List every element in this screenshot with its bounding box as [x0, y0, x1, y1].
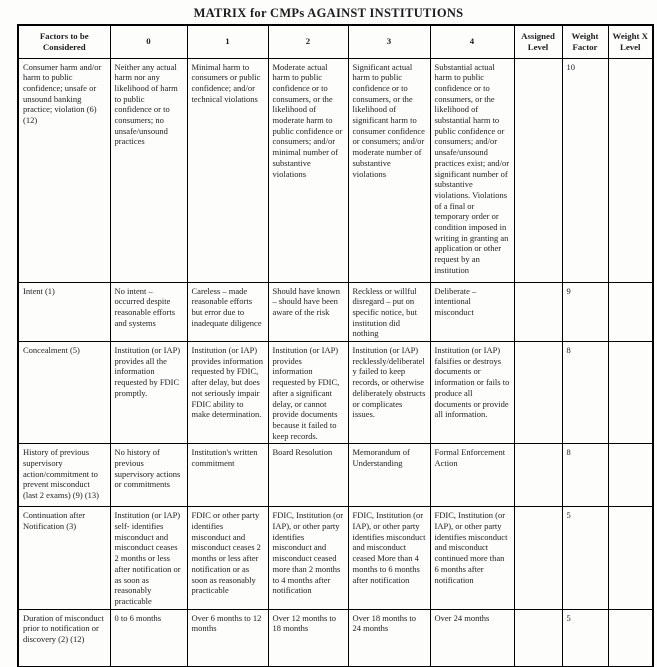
factor-cell: Duration of misconduct prior to notification or discovery (2) (12): [18, 609, 110, 667]
header-level-1: 1: [187, 25, 268, 58]
factor-cell: Continuation after Notification (3): [18, 507, 110, 609]
factor-cell: History of previous supervisory action/commitment to prevent misconduct (last 2 exams) (9) (13): [18, 444, 110, 507]
header-level-2: 2: [268, 25, 348, 58]
weight-factor-cell: 10: [562, 58, 608, 282]
level-1-cell: Over 6 months to 12 months: [187, 609, 268, 667]
level-4-cell: Formal Enforcement Action: [430, 444, 514, 507]
level-0-cell: Neither any actual harm nor any likelihood of harm to public confidence or to consumers; no unsafe/unsound practices: [110, 58, 187, 282]
level-2-cell: Board Resolution: [268, 444, 348, 507]
level-4-cell: Institution (or IAP) falsifies or destroys documents or information or fails to produce all documents or provide all information.: [430, 342, 514, 444]
level-4-cell: Substantial actual harm to public confidence or to consumers, or the likelihood of substantial harm to public confidence or consumers; and/or unsafe/unsound practices exist; and/or significant number of substantive violations. Violations of a final or temporary order or condition imposed in writing in granting an application or other request by an institution: [430, 58, 514, 282]
header-assigned-level: Assigned Level: [514, 25, 562, 58]
level-1-cell: Institution's written commitment: [187, 444, 268, 507]
level-0-cell: No intent – occurred despite reasonable efforts and systems: [110, 282, 187, 342]
level-1-cell: Careless – made reasonable efforts but error due to inadequate diligence: [187, 282, 268, 342]
level-0-cell: Institution (or IAP) self- identifies misconduct and misconduct ceases 2 months or less after notification or as soon as reasonably practicable: [110, 507, 187, 609]
assigned-level-cell: [514, 507, 562, 609]
level-1-cell: Minimal harm to consumers or public confidence; and/or technical violations: [187, 58, 268, 282]
table-row-consumer-harm: [18, 58, 653, 282]
level-1-cell: FDIC or other party identifies misconduct and misconduct ceases 2 months or less after notification or as soon as reasonably practicable: [187, 507, 268, 609]
level-2-cell: Over 12 months to 18 months: [268, 609, 348, 667]
level-3-cell: Significant actual harm to public confidence or to consumers, or the likelihood of significant harm to consumer confidence or consumers; and/or moderate number of substantive violations: [348, 58, 430, 282]
header-level-0: 0: [110, 25, 187, 58]
weight-factor-cell: 8: [562, 342, 608, 444]
page-title: MATRIX for CMPs AGAINST INSTITUTIONS: [193, 6, 464, 20]
assigned-level-cell: [514, 342, 562, 444]
cmp-matrix-table: [17, 24, 654, 667]
weight-x-level-cell: [608, 609, 653, 667]
level-1-cell: Institution (or IAP) provides information requested by FDIC, after delay, but does not seriously impair FDIC ability to make determination.: [187, 342, 268, 444]
level-2-cell: Should have known – should have been aware of the risk: [268, 282, 348, 342]
level-2-cell: FDIC, Institution (or IAP), or other party identifies misconduct and misconduct ceased more than 2 months to 4 months after notification: [268, 507, 348, 609]
level-3-cell: Memorandum of Understanding: [348, 444, 430, 507]
table-row-intent: [18, 282, 653, 342]
level-3-cell: FDIC, Institution (or IAP), or other party identifies misconduct and misconduct ceased More than 4 months to 6 months after notification: [348, 507, 430, 609]
factor-cell: Consumer harm and/or harm to public confidence; unsafe or unsound banking practice; violation (6) (12): [18, 58, 110, 282]
factor-cell: Intent (1): [18, 282, 110, 342]
level-0-cell: No history of previous supervisory actions or commitments: [110, 444, 187, 507]
weight-factor-cell: 8: [562, 444, 608, 507]
table-row-continuation: [18, 507, 653, 609]
header-factors: Factors to be Considered: [18, 25, 110, 58]
weight-x-level-cell: [608, 282, 653, 342]
weight-factor-cell: 5: [562, 609, 608, 667]
weight-x-level-cell: [608, 444, 653, 507]
weight-x-level-cell: [608, 507, 653, 609]
factor-cell: Concealment (5): [18, 342, 110, 444]
level-2-cell: Moderate actual harm to public confidence or to consumers, or the likelihood of moderate harm to public confidence or consumers; and/or minimal number of substantive violations: [268, 58, 348, 282]
level-3-cell: Over 18 months to 24 months: [348, 609, 430, 667]
assigned-level-cell: [514, 609, 562, 667]
assigned-level-cell: [514, 58, 562, 282]
level-4-cell: Over 24 months: [430, 609, 514, 667]
level-0-cell: Institution (or IAP) provides all the information requested by FDIC promptly.: [110, 342, 187, 444]
table-row-concealment: [18, 342, 653, 444]
level-2-cell: Institution (or IAP) provides information requested by FDIC, after a significant delay, or cannot provide documents because it failed to keep records.: [268, 342, 348, 444]
header-weight-factor: Weight Factor: [562, 25, 608, 58]
header-weight-x-level: Weight X Level: [608, 25, 653, 58]
level-3-cell: Institution (or IAP) recklessly/deliberately failed to keep records, or otherwise deliberately obstructs or complicates issues.: [348, 342, 430, 444]
level-3-cell: Reckless or willful disregard – put on specific notice, but institution did nothing: [348, 282, 430, 342]
header-level-4: 4: [430, 25, 514, 58]
assigned-level-cell: [514, 282, 562, 342]
assigned-level-cell: [514, 444, 562, 507]
level-4-cell: FDIC, Institution (or IAP), or other party identifies misconduct and misconduct continued more than 6 months after notification: [430, 507, 514, 609]
weight-x-level-cell: [608, 58, 653, 282]
header-level-3: 3: [348, 25, 430, 58]
weight-x-level-cell: [608, 342, 653, 444]
table-row-history: [18, 444, 653, 507]
weight-factor-cell: 9: [562, 282, 608, 342]
table-row-duration: [18, 609, 653, 667]
header-row: [18, 25, 653, 58]
level-4-cell: Deliberate – intentional misconduct: [430, 282, 514, 342]
level-0-cell: 0 to 6 months: [110, 609, 187, 667]
weight-factor-cell: 5: [562, 507, 608, 609]
